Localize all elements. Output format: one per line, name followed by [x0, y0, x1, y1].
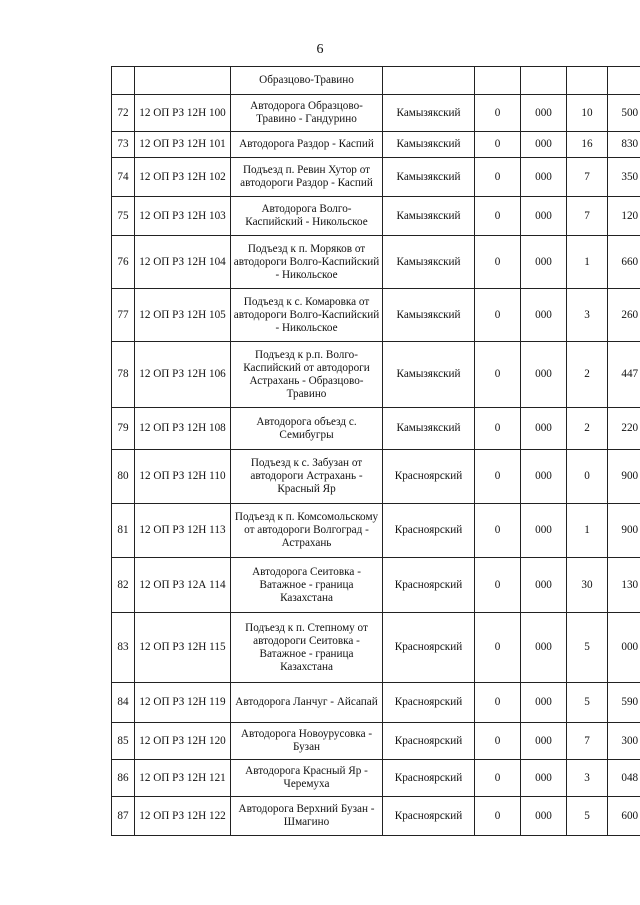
cell-b: 000 [521, 504, 567, 558]
cell-b: 000 [521, 342, 567, 408]
cell-c: 7 [567, 158, 608, 197]
cell-a: 0 [475, 408, 521, 450]
cell-a: 0 [475, 236, 521, 289]
cell-num: 74 [112, 158, 135, 197]
cell-code: 12 ОП РЗ 12Н 122 [135, 797, 231, 836]
cell-a: 0 [475, 760, 521, 797]
cell-name: Автодорога Волго-Каспийский - Никольское [231, 197, 383, 236]
cell-b: 000 [521, 613, 567, 683]
cell-c: 16 [567, 132, 608, 158]
cell-code: 12 ОП РЗ 12Н 100 [135, 95, 231, 132]
cell-name: Подъезд к р.п. Волго-Каспийский от автодороги Астрахань - Образцово-Травино [231, 342, 383, 408]
cell-code: 12 ОП РЗ 12А 114 [135, 558, 231, 613]
cell-name: Подъезд к с. Забузан от автодороги Астрахань - Красный Яр [231, 450, 383, 504]
cell-num: 75 [112, 197, 135, 236]
cell-c: 1 [567, 236, 608, 289]
cell-district: Красноярский [383, 723, 475, 760]
cell-d: 590 [608, 683, 640, 723]
table-row [112, 683, 640, 723]
table-row [112, 197, 640, 236]
cell-c: 3 [567, 289, 608, 342]
cell-name: Автодорога Образцово-Травино - Гандурино [231, 95, 383, 132]
cell-code: 12 ОП РЗ 12Н 106 [135, 342, 231, 408]
cell-b: 000 [521, 236, 567, 289]
table-row [112, 236, 640, 289]
cell-c: 3 [567, 760, 608, 797]
roads-table [111, 66, 640, 836]
cell-code [135, 67, 231, 95]
cell-num: 72 [112, 95, 135, 132]
cell-c: 5 [567, 613, 608, 683]
table-row [112, 797, 640, 836]
cell-code: 12 ОП РЗ 12Н 101 [135, 132, 231, 158]
cell-c: 10 [567, 95, 608, 132]
cell-c: 7 [567, 197, 608, 236]
cell-a: 0 [475, 132, 521, 158]
cell-b: 000 [521, 723, 567, 760]
cell-num: 79 [112, 408, 135, 450]
cell-code: 12 ОП РЗ 12Н 104 [135, 236, 231, 289]
cell-name: Автодорога Сеитовка - Ватажное - граница Казахстана [231, 558, 383, 613]
cell-code: 12 ОП РЗ 12Н 120 [135, 723, 231, 760]
cell-name: Автодорога Раздор - Каспий [231, 132, 383, 158]
cell-b: 000 [521, 558, 567, 613]
cell-name: Автодорога Новоурусовка - Бузан [231, 723, 383, 760]
cell-num: 87 [112, 797, 135, 836]
cell-code: 12 ОП РЗ 12Н 103 [135, 197, 231, 236]
cell-c: 2 [567, 342, 608, 408]
cell-name: Подъезд к с. Комаровка от автодороги Волго-Каспийский - Никольское [231, 289, 383, 342]
table-row [112, 158, 640, 197]
cell-district: Красноярский [383, 613, 475, 683]
cell-district: Камызякский [383, 158, 475, 197]
cell-d: 447 [608, 342, 640, 408]
cell-c [567, 67, 608, 95]
cell-b: 000 [521, 95, 567, 132]
cell-a: 0 [475, 504, 521, 558]
cell-d: 048 [608, 760, 640, 797]
cell-code: 12 ОП РЗ 12Н 108 [135, 408, 231, 450]
table-row [112, 289, 640, 342]
cell-d: 830 [608, 132, 640, 158]
cell-a: 0 [475, 613, 521, 683]
cell-district: Камызякский [383, 95, 475, 132]
cell-d: 900 [608, 504, 640, 558]
cell-b: 000 [521, 408, 567, 450]
cell-district: Красноярский [383, 797, 475, 836]
cell-code: 12 ОП РЗ 12Н 119 [135, 683, 231, 723]
cell-c: 5 [567, 797, 608, 836]
cell-code: 12 ОП РЗ 12Н 113 [135, 504, 231, 558]
cell-b: 000 [521, 683, 567, 723]
page-number: 6 [316, 42, 324, 57]
cell-d: 220 [608, 408, 640, 450]
cell-d: 130 [608, 558, 640, 613]
cell-name: Автодорога Ланчуг - Айсапай [231, 683, 383, 723]
cell-district: Камызякский [383, 408, 475, 450]
cell-num [112, 67, 135, 95]
cell-b: 000 [521, 450, 567, 504]
cell-b: 000 [521, 797, 567, 836]
cell-district: Камызякский [383, 197, 475, 236]
cell-district: Красноярский [383, 558, 475, 613]
cell-c: 1 [567, 504, 608, 558]
cell-a: 0 [475, 723, 521, 760]
cell-num: 76 [112, 236, 135, 289]
cell-b: 000 [521, 289, 567, 342]
cell-d: 500 [608, 95, 640, 132]
cell-name: Подъезд п. Ревин Хутор от автодороги Раздор - Каспий [231, 158, 383, 197]
cell-num: 84 [112, 683, 135, 723]
cell-a: 0 [475, 342, 521, 408]
cell-district: Красноярский [383, 504, 475, 558]
table-row [112, 95, 640, 132]
cell-district: Камызякский [383, 342, 475, 408]
cell-name: Автодорога Верхний Бузан - Шмагино [231, 797, 383, 836]
cell-district: Камызякский [383, 132, 475, 158]
cell-d: 900 [608, 450, 640, 504]
cell-name: Автодорога объезд с. Семибугры [231, 408, 383, 450]
cell-a: 0 [475, 558, 521, 613]
cell-num: 78 [112, 342, 135, 408]
cell-district: Красноярский [383, 683, 475, 723]
cell-d: 120 [608, 197, 640, 236]
cell-num: 85 [112, 723, 135, 760]
cell-d: 600 [608, 797, 640, 836]
cell-c: 5 [567, 683, 608, 723]
cell-d: 350 [608, 158, 640, 197]
cell-code: 12 ОП РЗ 12Н 121 [135, 760, 231, 797]
cell-name: Автодорога Красный Яр - Черемуха [231, 760, 383, 797]
cell-num: 82 [112, 558, 135, 613]
cell-d: 000 [608, 613, 640, 683]
cell-num: 83 [112, 613, 135, 683]
table-row [112, 613, 640, 683]
cell-num: 80 [112, 450, 135, 504]
roads-table-container [111, 66, 640, 836]
cell-b: 000 [521, 132, 567, 158]
table-row [112, 723, 640, 760]
cell-a [475, 67, 521, 95]
cell-num: 77 [112, 289, 135, 342]
cell-c: 7 [567, 723, 608, 760]
cell-num: 81 [112, 504, 135, 558]
table-row [112, 408, 640, 450]
table-row-continuation [112, 67, 640, 95]
cell-a: 0 [475, 683, 521, 723]
cell-a: 0 [475, 197, 521, 236]
table-row [112, 760, 640, 797]
cell-a: 0 [475, 450, 521, 504]
cell-a: 0 [475, 289, 521, 342]
table-row [112, 450, 640, 504]
cell-code: 12 ОП РЗ 12Н 102 [135, 158, 231, 197]
cell-d: 660 [608, 236, 640, 289]
cell-district: Камызякский [383, 236, 475, 289]
cell-district [383, 67, 475, 95]
cell-d: 300 [608, 723, 640, 760]
table-row [112, 342, 640, 408]
cell-num: 73 [112, 132, 135, 158]
table-row [112, 504, 640, 558]
cell-code: 12 ОП РЗ 12Н 110 [135, 450, 231, 504]
cell-name: Подъезд к п. Комсомольскому от автодороги Волгоград - Астрахань [231, 504, 383, 558]
table-row [112, 132, 640, 158]
cell-district: Красноярский [383, 760, 475, 797]
cell-b [521, 67, 567, 95]
cell-district: Красноярский [383, 450, 475, 504]
cell-b: 000 [521, 760, 567, 797]
cell-c: 30 [567, 558, 608, 613]
cell-c: 0 [567, 450, 608, 504]
cell-code: 12 ОП РЗ 12Н 105 [135, 289, 231, 342]
cell-d [608, 67, 640, 95]
table-row [112, 558, 640, 613]
cell-a: 0 [475, 797, 521, 836]
cell-name: Образцово-Травино [231, 67, 383, 95]
cell-code: 12 ОП РЗ 12Н 115 [135, 613, 231, 683]
table-body [112, 67, 640, 836]
cell-num: 86 [112, 760, 135, 797]
cell-a: 0 [475, 158, 521, 197]
cell-name: Подъезд к п. Моряков от автодороги Волго-Каспийский - Никольское [231, 236, 383, 289]
cell-c: 2 [567, 408, 608, 450]
cell-district: Камызякский [383, 289, 475, 342]
cell-name: Подъезд к п. Степному от автодороги Сеитовка - Ватажное - граница Казахстана [231, 613, 383, 683]
cell-b: 000 [521, 158, 567, 197]
cell-a: 0 [475, 95, 521, 132]
cell-d: 260 [608, 289, 640, 342]
cell-b: 000 [521, 197, 567, 236]
